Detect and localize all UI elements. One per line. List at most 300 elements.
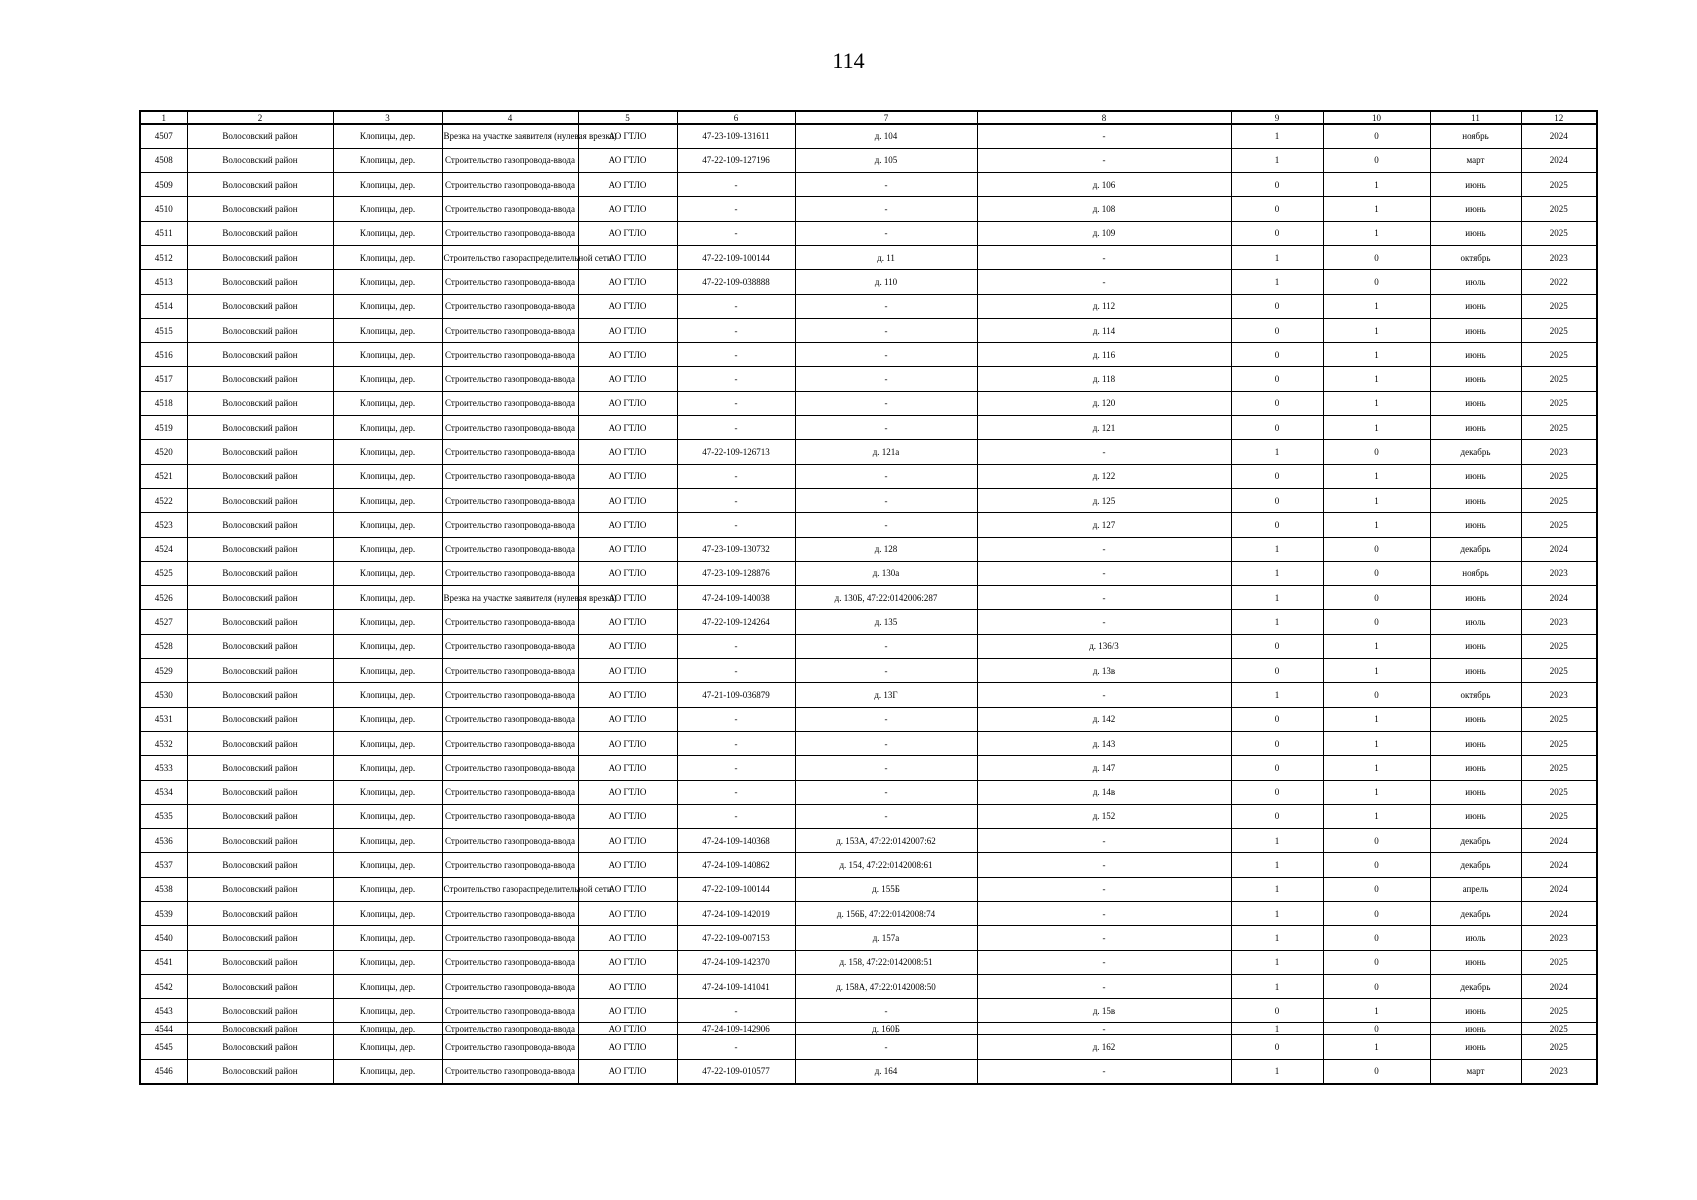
cell-request-number: 47-22-109-010577 [677,1059,795,1083]
cell-address: д. 110 [795,270,977,294]
table-row [140,731,1597,755]
cell-work-type: Строительство газопровода-ввода [442,1059,578,1083]
cell-request-number: 47-23-109-131611 [677,124,795,148]
cell-district: Волосовский район [187,391,333,415]
cell-row-number: 4520 [140,440,187,464]
cell-planned-flag: 0 [1323,926,1430,950]
cell-request-number: 47-23-109-128876 [677,561,795,585]
cell-month: июль [1430,270,1521,294]
table-row [140,440,1597,464]
cell-planned-flag: 0 [1323,902,1430,926]
table-row [140,488,1597,512]
cell-planned-address: д. 142 [977,707,1231,731]
cell-organization: АО ГТЛО [578,1059,677,1083]
cell-planned-flag: 0 [1323,270,1430,294]
cell-request-number: 47-24-109-142370 [677,950,795,974]
cell-completed-flag: 1 [1231,902,1323,926]
cell-planned-address: д. 125 [977,488,1231,512]
cell-district: Волосовский район [187,902,333,926]
cell-organization: АО ГТЛО [578,1035,677,1059]
cell-year: 2025 [1521,488,1597,512]
cell-planned-address: - [977,537,1231,561]
cell-month: июнь [1430,513,1521,537]
cell-planned-address: - [977,877,1231,901]
cell-work-type: Строительство газопровода-ввода [442,343,578,367]
cell-planned-flag: 1 [1323,513,1430,537]
cell-district: Волосовский район [187,877,333,901]
cell-month: июнь [1430,1023,1521,1035]
cell-organization: АО ГТЛО [578,974,677,998]
cell-settlement: Клопицы, дер. [333,294,442,318]
cell-month: июнь [1430,343,1521,367]
column-header-4: 4 [442,111,578,124]
cell-address: - [795,367,977,391]
cell-settlement: Клопицы, дер. [333,586,442,610]
cell-year: 2024 [1521,902,1597,926]
cell-work-type: Строительство газопровода-ввода [442,683,578,707]
cell-planned-flag: 1 [1323,197,1430,221]
cell-month: июнь [1430,197,1521,221]
cell-year: 2025 [1521,1035,1597,1059]
cell-work-type: Строительство газопровода-ввода [442,902,578,926]
cell-planned-flag: 1 [1323,731,1430,755]
cell-completed-flag: 0 [1231,173,1323,197]
cell-district: Волосовский район [187,804,333,828]
cell-settlement: Клопицы, дер. [333,367,442,391]
cell-organization: АО ГТЛО [578,1023,677,1035]
cell-district: Волосовский район [187,464,333,488]
cell-address: - [795,999,977,1023]
cell-work-type: Строительство газопровода-ввода [442,829,578,853]
cell-row-number: 4524 [140,537,187,561]
cell-district: Волосовский район [187,245,333,269]
table-row [140,877,1597,901]
cell-row-number: 4533 [140,756,187,780]
cell-organization: АО ГТЛО [578,561,677,585]
cell-organization: АО ГТЛО [578,780,677,804]
cell-settlement: Клопицы, дер. [333,877,442,901]
cell-row-number: 4546 [140,1059,187,1083]
cell-request-number: - [677,173,795,197]
cell-settlement: Клопицы, дер. [333,197,442,221]
cell-work-type: Строительство газопровода-ввода [442,707,578,731]
cell-row-number: 4538 [140,877,187,901]
cell-request-number: 47-24-109-142019 [677,902,795,926]
cell-planned-address: д. 127 [977,513,1231,537]
cell-planned-flag: 1 [1323,756,1430,780]
cell-request-number: - [677,659,795,683]
cell-district: Волосовский район [187,488,333,512]
cell-year: 2025 [1521,999,1597,1023]
cell-planned-flag: 1 [1323,488,1430,512]
cell-row-number: 4545 [140,1035,187,1059]
column-header-6: 6 [677,111,795,124]
cell-organization: АО ГТЛО [578,245,677,269]
cell-planned-flag: 0 [1323,586,1430,610]
cell-planned-address: - [977,586,1231,610]
cell-district: Волосовский район [187,537,333,561]
cell-organization: АО ГТЛО [578,999,677,1023]
cell-year: 2022 [1521,270,1597,294]
cell-month: октябрь [1430,245,1521,269]
cell-year: 2024 [1521,853,1597,877]
cell-month: июнь [1430,780,1521,804]
cell-request-number: 47-24-109-140368 [677,829,795,853]
cell-completed-flag: 0 [1231,197,1323,221]
cell-row-number: 4507 [140,124,187,148]
cell-planned-flag: 0 [1323,440,1430,464]
cell-work-type: Строительство газопровода-ввода [442,391,578,415]
cell-settlement: Клопицы, дер. [333,1023,442,1035]
cell-month: декабрь [1430,537,1521,561]
cell-row-number: 4517 [140,367,187,391]
cell-completed-flag: 1 [1231,270,1323,294]
table-row [140,707,1597,731]
cell-completed-flag: 0 [1231,464,1323,488]
table-row [140,1035,1597,1059]
cell-organization: АО ГТЛО [578,294,677,318]
cell-work-type: Строительство газопровода-ввода [442,853,578,877]
cell-request-number: - [677,343,795,367]
cell-work-type: Врезка на участке заявителя (нулевая врезка) [442,124,578,148]
table-row [140,780,1597,804]
cell-address: д. 130Б, 47:22:0142006:287 [795,586,977,610]
cell-year: 2025 [1521,464,1597,488]
cell-planned-flag: 1 [1323,367,1430,391]
cell-planned-address: д. 122 [977,464,1231,488]
cell-address: д. 11 [795,245,977,269]
cell-settlement: Клопицы, дер. [333,440,442,464]
table-row [140,124,1597,148]
cell-year: 2025 [1521,318,1597,342]
cell-address: - [795,416,977,440]
cell-month: декабрь [1430,853,1521,877]
cell-district: Волосовский район [187,173,333,197]
cell-planned-flag: 0 [1323,124,1430,148]
cell-district: Волосовский район [187,780,333,804]
cell-row-number: 4543 [140,999,187,1023]
column-header-7: 7 [795,111,977,124]
cell-planned-address: д. 114 [977,318,1231,342]
cell-settlement: Клопицы, дер. [333,513,442,537]
cell-completed-flag: 0 [1231,221,1323,245]
cell-planned-flag: 1 [1323,391,1430,415]
table-row [140,829,1597,853]
cell-request-number: - [677,367,795,391]
cell-row-number: 4513 [140,270,187,294]
cell-completed-flag: 1 [1231,124,1323,148]
cell-year: 2023 [1521,610,1597,634]
cell-planned-address: д. 112 [977,294,1231,318]
cell-district: Волосовский район [187,610,333,634]
column-header-3: 3 [333,111,442,124]
table-row [140,173,1597,197]
cell-settlement: Клопицы, дер. [333,464,442,488]
cell-request-number: 47-24-109-140862 [677,853,795,877]
cell-address: - [795,707,977,731]
cell-district: Волосовский район [187,634,333,658]
cell-year: 2023 [1521,1059,1597,1083]
cell-district: Волосовский район [187,853,333,877]
cell-year: 2025 [1521,197,1597,221]
cell-month: июнь [1430,634,1521,658]
cell-organization: АО ГТЛО [578,367,677,391]
cell-month: июнь [1430,950,1521,974]
cell-planned-flag: 1 [1323,780,1430,804]
cell-completed-flag: 0 [1231,780,1323,804]
cell-settlement: Клопицы, дер. [333,488,442,512]
cell-district: Волосовский район [187,561,333,585]
table-row [140,1059,1597,1083]
cell-work-type: Строительство газопровода-ввода [442,464,578,488]
cell-organization: АО ГТЛО [578,950,677,974]
cell-settlement: Клопицы, дер. [333,610,442,634]
cell-address: - [795,659,977,683]
page-number: 114 [832,48,865,73]
cell-work-type: Строительство газопровода-ввода [442,537,578,561]
cell-address: - [795,780,977,804]
cell-month: июнь [1430,221,1521,245]
cell-month: июль [1430,610,1521,634]
cell-organization: АО ГТЛО [578,683,677,707]
cell-row-number: 4534 [140,780,187,804]
cell-request-number: - [677,1035,795,1059]
cell-district: Волосовский район [187,148,333,172]
cell-year: 2025 [1521,804,1597,828]
cell-planned-flag: 0 [1323,829,1430,853]
cell-planned-flag: 1 [1323,221,1430,245]
cell-settlement: Клопицы, дер. [333,561,442,585]
cell-address: - [795,634,977,658]
cell-organization: АО ГТЛО [578,877,677,901]
table-row [140,610,1597,634]
cell-organization: АО ГТЛО [578,731,677,755]
cell-address: д. 105 [795,148,977,172]
cell-request-number: - [677,804,795,828]
cell-organization: АО ГТЛО [578,124,677,148]
cell-organization: АО ГТЛО [578,804,677,828]
cell-planned-flag: 1 [1323,1035,1430,1059]
cell-address: д. 128 [795,537,977,561]
cell-month: июнь [1430,294,1521,318]
table-row [140,245,1597,269]
cell-settlement: Клопицы, дер. [333,124,442,148]
cell-work-type: Строительство газопровода-ввода [442,367,578,391]
cell-work-type: Строительство газопровода-ввода [442,804,578,828]
cell-year: 2023 [1521,561,1597,585]
cell-work-type: Строительство газопровода-ввода [442,999,578,1023]
header-row [140,111,1597,124]
cell-row-number: 4535 [140,804,187,828]
cell-year: 2025 [1521,391,1597,415]
cell-completed-flag: 1 [1231,1059,1323,1083]
cell-planned-address: - [977,124,1231,148]
cell-completed-flag: 1 [1231,440,1323,464]
cell-settlement: Клопицы, дер. [333,804,442,828]
cell-planned-address: - [977,270,1231,294]
cell-planned-address: - [977,1059,1231,1083]
cell-planned-flag: 0 [1323,610,1430,634]
cell-request-number: - [677,391,795,415]
cell-planned-address: - [977,926,1231,950]
cell-request-number: 47-22-109-127196 [677,148,795,172]
cell-month: октябрь [1430,683,1521,707]
cell-district: Волосовский район [187,999,333,1023]
cell-address: - [795,221,977,245]
cell-work-type: Строительство газопровода-ввода [442,974,578,998]
cell-row-number: 4531 [140,707,187,731]
cell-address: д. 130а [795,561,977,585]
table-row [140,367,1597,391]
cell-organization: АО ГТЛО [578,318,677,342]
column-header-10: 10 [1323,111,1430,124]
cell-row-number: 4512 [140,245,187,269]
cell-organization: АО ГТЛО [578,464,677,488]
cell-settlement: Клопицы, дер. [333,683,442,707]
cell-month: июль [1430,926,1521,950]
table-row [140,974,1597,998]
cell-request-number: 47-22-109-100144 [677,877,795,901]
cell-address: - [795,294,977,318]
cell-address: - [795,804,977,828]
cell-completed-flag: 0 [1231,488,1323,512]
cell-completed-flag: 1 [1231,586,1323,610]
cell-year: 2025 [1521,221,1597,245]
cell-settlement: Клопицы, дер. [333,756,442,780]
cell-month: март [1430,1059,1521,1083]
cell-settlement: Клопицы, дер. [333,343,442,367]
cell-work-type: Строительство газопровода-ввода [442,950,578,974]
cell-address: д. 155Б [795,877,977,901]
cell-completed-flag: 0 [1231,756,1323,780]
cell-district: Волосовский район [187,731,333,755]
cell-organization: АО ГТЛО [578,756,677,780]
cell-completed-flag: 0 [1231,343,1323,367]
column-header-2: 2 [187,111,333,124]
cell-planned-address: - [977,683,1231,707]
cell-month: июнь [1430,367,1521,391]
cell-organization: АО ГТЛО [578,513,677,537]
cell-address: - [795,731,977,755]
cell-address: - [795,464,977,488]
cell-organization: АО ГТЛО [578,659,677,683]
cell-planned-address: д. 136/3 [977,634,1231,658]
cell-planned-address: д. 15в [977,999,1231,1023]
cell-row-number: 4542 [140,974,187,998]
table-row [140,270,1597,294]
cell-work-type: Строительство газопровода-ввода [442,659,578,683]
cell-address: - [795,488,977,512]
table-row [140,391,1597,415]
cell-planned-flag: 1 [1323,707,1430,731]
cell-planned-flag: 0 [1323,148,1430,172]
cell-work-type: Строительство газопровода-ввода [442,634,578,658]
cell-work-type: Строительство газопровода-ввода [442,197,578,221]
cell-organization: АО ГТЛО [578,707,677,731]
cell-month: июнь [1430,804,1521,828]
cell-settlement: Клопицы, дер. [333,634,442,658]
cell-completed-flag: 0 [1231,391,1323,415]
cell-request-number: - [677,707,795,731]
cell-year: 2024 [1521,124,1597,148]
cell-completed-flag: 0 [1231,659,1323,683]
cell-month: июнь [1430,731,1521,755]
cell-month: декабрь [1430,902,1521,926]
cell-row-number: 4509 [140,173,187,197]
cell-district: Волосовский район [187,416,333,440]
cell-month: июнь [1430,659,1521,683]
cell-planned-flag: 1 [1323,294,1430,318]
cell-request-number: 47-22-109-124264 [677,610,795,634]
cell-planned-flag: 1 [1323,343,1430,367]
cell-settlement: Клопицы, дер. [333,659,442,683]
cell-settlement: Клопицы, дер. [333,1059,442,1083]
cell-row-number: 4528 [140,634,187,658]
cell-work-type: Строительство газопровода-ввода [442,731,578,755]
cell-month: июнь [1430,318,1521,342]
cell-year: 2023 [1521,683,1597,707]
cell-planned-address: - [977,902,1231,926]
cell-work-type: Строительство газопровода-ввода [442,513,578,537]
cell-work-type: Строительство газопровода-ввода [442,270,578,294]
table-row [140,343,1597,367]
cell-settlement: Клопицы, дер. [333,318,442,342]
cell-completed-flag: 0 [1231,1035,1323,1059]
cell-work-type: Строительство газопровода-ввода [442,173,578,197]
cell-planned-address: д. 152 [977,804,1231,828]
table-row [140,586,1597,610]
table-row [140,416,1597,440]
cell-district: Волосовский район [187,950,333,974]
cell-address: д. 156Б, 47:22:0142008:74 [795,902,977,926]
cell-row-number: 4519 [140,416,187,440]
cell-row-number: 4518 [140,391,187,415]
cell-district: Волосовский район [187,221,333,245]
cell-district: Волосовский район [187,124,333,148]
cell-row-number: 4522 [140,488,187,512]
cell-organization: АО ГТЛО [578,197,677,221]
cell-planned-address: д. 14в [977,780,1231,804]
cell-district: Волосовский район [187,440,333,464]
cell-planned-address: - [977,561,1231,585]
cell-month: июнь [1430,391,1521,415]
cell-completed-flag: 1 [1231,877,1323,901]
cell-planned-flag: 0 [1323,950,1430,974]
table-row [140,513,1597,537]
table-body [140,124,1597,1084]
cell-month: декабрь [1430,440,1521,464]
cell-year: 2023 [1521,926,1597,950]
cell-address: - [795,513,977,537]
cell-row-number: 4540 [140,926,187,950]
cell-district: Волосовский район [187,343,333,367]
cell-planned-flag: 0 [1323,537,1430,561]
register-table [139,110,1598,1085]
cell-row-number: 4511 [140,221,187,245]
cell-planned-address: - [977,440,1231,464]
cell-planned-address: - [977,148,1231,172]
cell-address: д. 121а [795,440,977,464]
table-row [140,537,1597,561]
cell-planned-flag: 0 [1323,561,1430,585]
cell-row-number: 4544 [140,1023,187,1035]
cell-row-number: 4537 [140,853,187,877]
cell-address: - [795,1035,977,1059]
cell-organization: АО ГТЛО [578,391,677,415]
table-row [140,926,1597,950]
cell-row-number: 4521 [140,464,187,488]
cell-planned-flag: 1 [1323,318,1430,342]
